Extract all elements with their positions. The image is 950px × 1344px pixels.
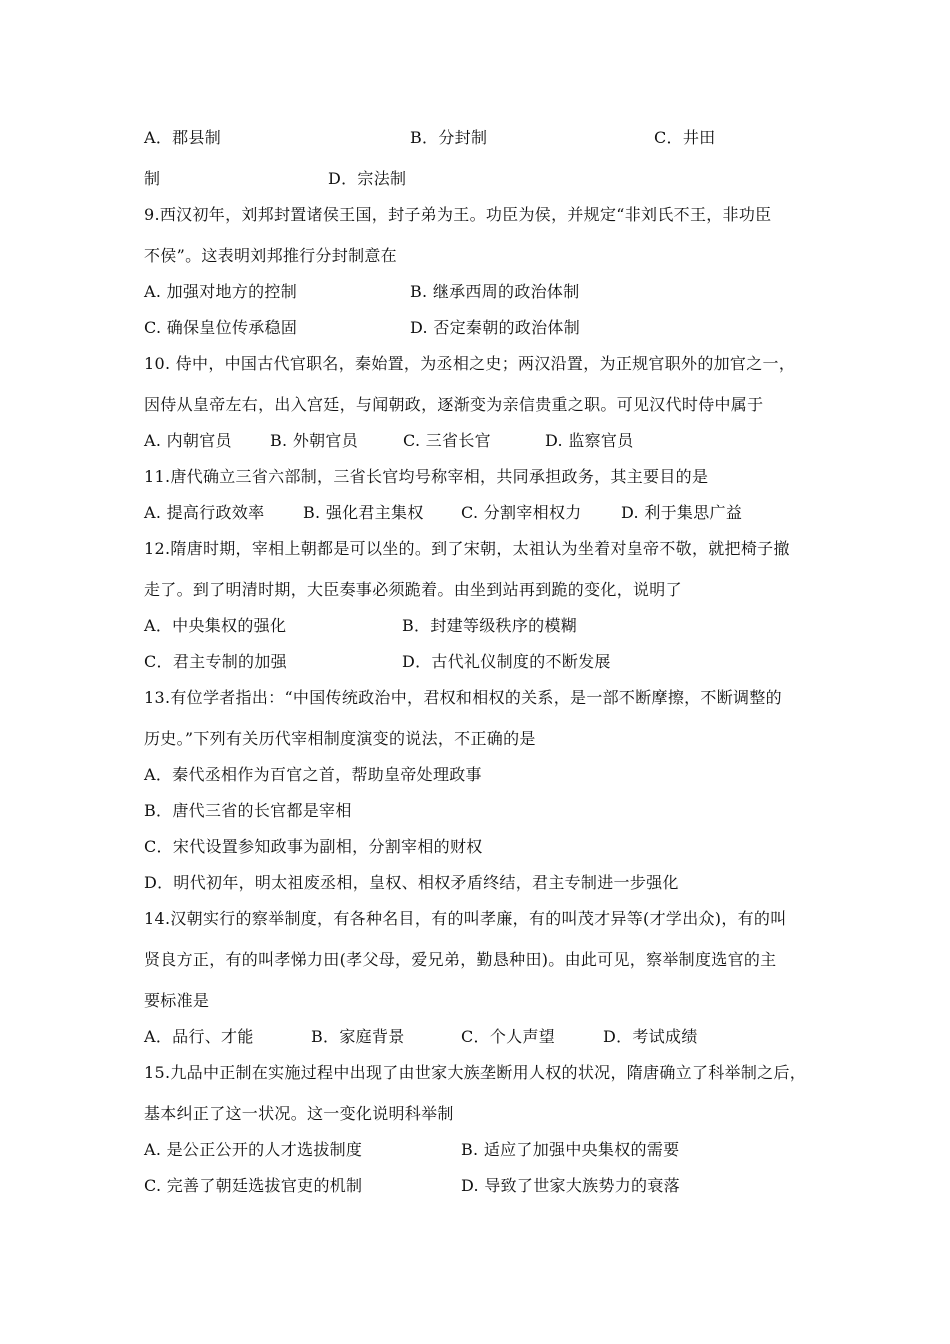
q9-option-b: B. 继承西周的政治体制 (410, 282, 580, 301)
q9-option-d: D. 否定秦朝的政治体制 (410, 318, 581, 337)
q10-stem-line1: 10. 侍中，中国古代官职名，秦始置，为丞相之史；两汉沿置，为正规官职外的加官之一， (144, 354, 796, 373)
q13-stem-line2: 历史。”下列有关历代宰相制度演变的说法，不正确的是 (144, 729, 536, 748)
q15-option-c: C. 完善了朝廷选拔官吏的机制 (144, 1176, 363, 1195)
q10-stem-line2: 因侍从皇帝左右，出入宫廷，与闻朝政，逐渐变为亲信贵重之职。可见汉代时侍中属于 (144, 395, 764, 414)
q8-option-c: C．井田 (654, 128, 716, 147)
q13-option-c: C．宋代设置参知政事为副相，分割宰相的财权 (144, 837, 483, 856)
q12-option-d: D．古代礼仪制度的不断发展 (402, 652, 611, 671)
q14-option-d: D．考试成绩 (603, 1027, 698, 1046)
q10-option-d: D. 监察官员 (545, 431, 634, 450)
q11-option-b: B. 强化君主集权 (303, 503, 424, 522)
q11-option-a: A. 提高行政效率 (144, 503, 265, 522)
q13-option-b: B．唐代三省的长官都是宰相 (144, 801, 352, 820)
q14-stem-line3: 要标准是 (144, 991, 210, 1010)
q15-stem-line1: 15.九品中正制在实施过程中出现了由世家大族垄断用人权的状况，隋唐确立了科举制之后， (144, 1063, 807, 1082)
q15-option-d: D. 导致了世家大族势力的衰落 (461, 1176, 680, 1195)
q14-stem-line2: 贤良方正，有的叫孝悌力田(孝父母，爱兄弟，勤恳种田)。由此可见，察举制度选官的主 (144, 950, 777, 969)
q12-option-a: A．中央集权的强化 (144, 616, 287, 635)
q11-stem: 11.唐代确立三省六部制，三省长官均号称宰相，共同承担政务，其主要目的是 (144, 467, 709, 486)
q14-option-b: B．家庭背景 (311, 1027, 405, 1046)
q10-option-c: C. 三省长官 (403, 431, 491, 450)
q13-option-a: A．秦代丞相作为百官之首，帮助皇帝处理政事 (144, 765, 482, 784)
q8-option-c-wrap: 制 (144, 169, 161, 188)
q11-option-c: C. 分割宰相权力 (461, 503, 582, 522)
q8-option-a: A．郡县制 (144, 128, 222, 147)
q15-stem-line2: 基本纠正了这一状况。这一变化说明科举制 (144, 1104, 454, 1123)
q10-option-a: A. 内朝官员 (144, 431, 232, 450)
q9-stem-line2: 不侯”。这表明刘邦推行分封制意在 (144, 246, 397, 265)
q8-option-d: D．宗法制 (328, 169, 407, 188)
q12-option-b: B．封建等级秩序的模糊 (402, 616, 578, 635)
q10-option-b: B. 外朝官员 (270, 431, 359, 450)
q15-option-b: B. 适应了加强中央集权的需要 (461, 1140, 680, 1159)
q9-option-a: A. 加强对地方的控制 (144, 282, 298, 301)
q12-stem-line1: 12.隋唐时期，宰相上朝都是可以坐的。到了宋朝，太祖认为坐着对皇帝不敬，就把椅子撤 (144, 539, 790, 558)
q13-option-d: D．明代初年，明太祖废丞相，皇权、相权矛盾终结，君主专制进一步强化 (144, 873, 679, 892)
q8-option-b: B．分封制 (410, 128, 488, 147)
q11-option-d: D. 利于集思广益 (621, 503, 743, 522)
q9-stem-line1: 9.西汉初年，刘邦封置诸侯王国，封子弟为王。功臣为侯，并规定“非刘氏不王，非功臣 (144, 205, 772, 224)
q9-option-c: C. 确保皇位传承稳固 (144, 318, 298, 337)
q15-option-a: A. 是公正公开的人才选拔制度 (144, 1140, 363, 1159)
q14-option-c: C．个人声望 (461, 1027, 556, 1046)
q13-stem-line1: 13.有位学者指出：“中国传统政治中，君权和相权的关系，是一部不断摩擦，不断调整的 (144, 688, 782, 707)
q14-stem-line1: 14.汉朝实行的察举制度，有各种名目，有的叫孝廉，有的叫茂才异等(才学出众)，有的叫 (144, 909, 787, 928)
q12-option-c: C．君主专制的加强 (144, 652, 287, 671)
q12-stem-line2: 走了。到了明清时期，大臣奏事必须跪着。由坐到站再到跪的变化，说明了 (144, 580, 682, 599)
q14-option-a: A．品行、才能 (144, 1027, 254, 1046)
